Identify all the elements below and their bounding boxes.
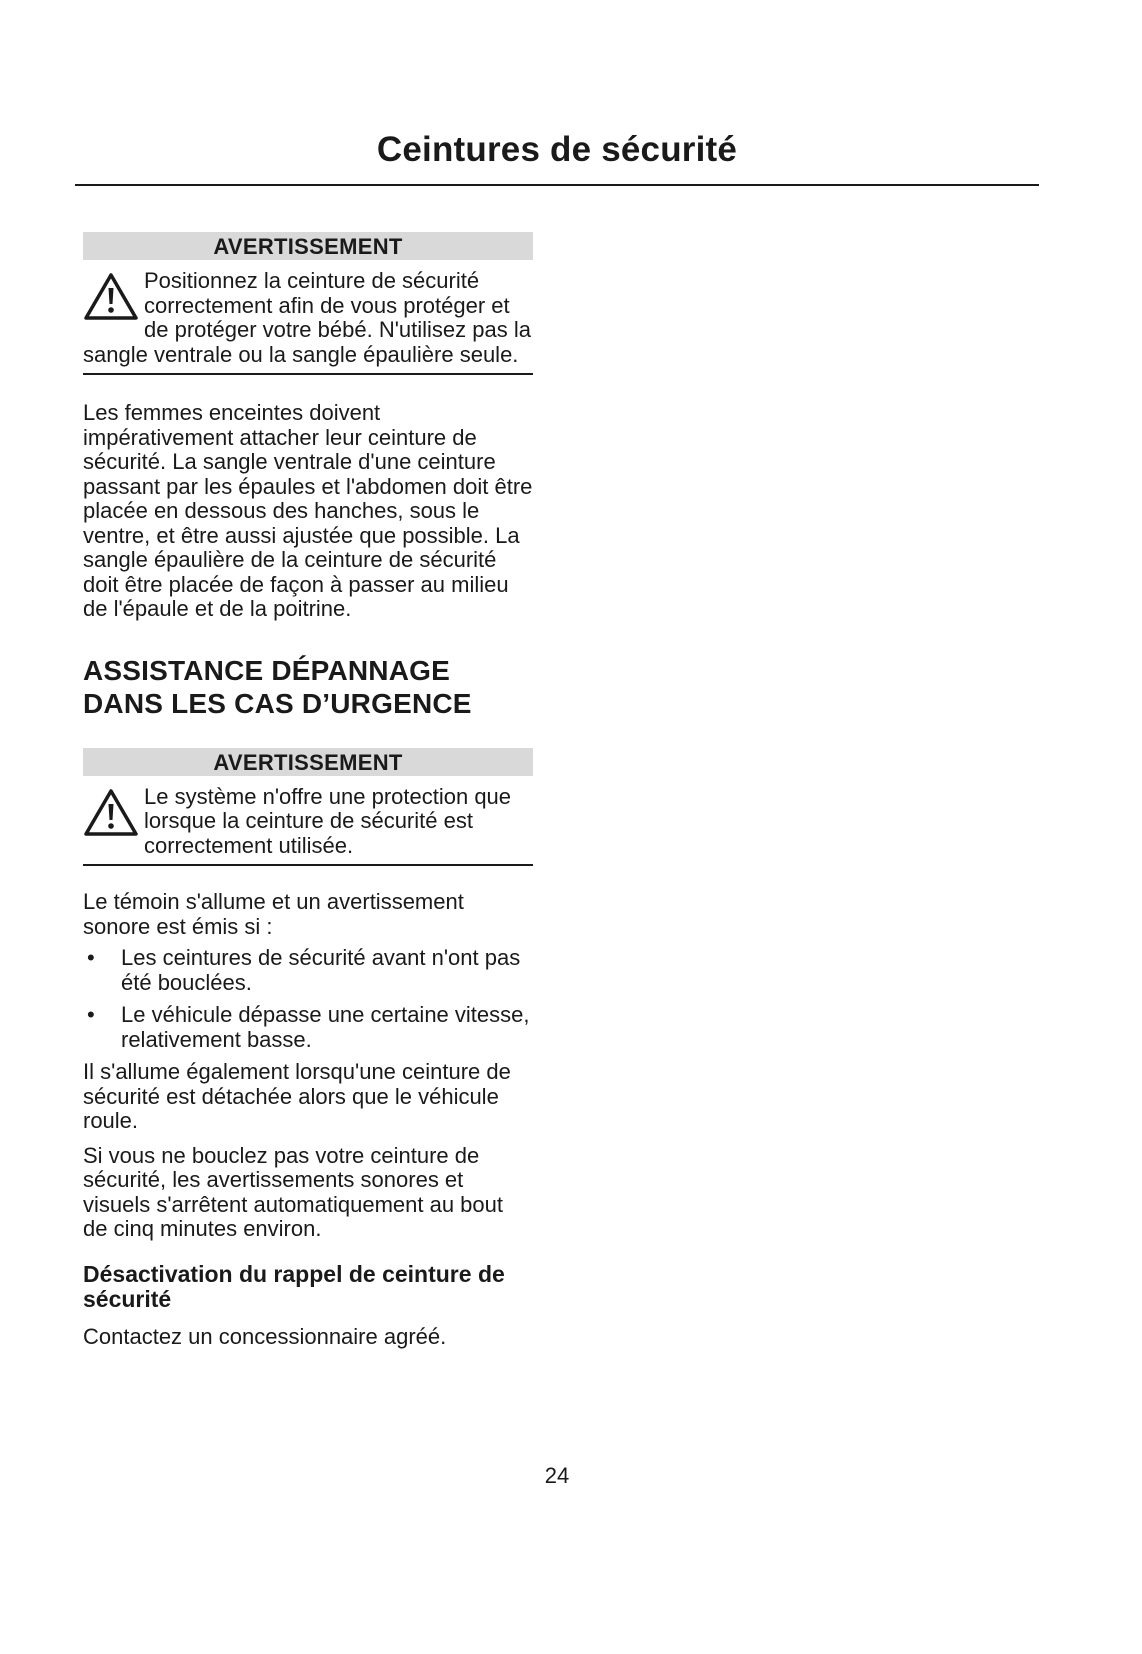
list-item-text: Le véhicule dépasse une certaine vitesse, relativement basse. bbox=[121, 1002, 530, 1052]
warning-text: Le système n'offre une protection que lorsque la ceinture de sécurité est correctement utilisée. bbox=[144, 783, 512, 858]
bullet-list bbox=[83, 946, 533, 1052]
warning-text: Positionnez la ceinture de sécurité correctement afin de vous protéger et de protéger votre bébé. N'utilisez pas la sangle ventrale ou la sangle épaulière seule. bbox=[83, 268, 531, 367]
warning-triangle-icon bbox=[83, 272, 139, 322]
content-column bbox=[83, 232, 533, 1349]
page-number: 24 bbox=[544, 1463, 570, 1488]
paragraph: Il s'allume également lorsqu'une ceinture de sécurité est détachée alors que le véhicule roule. bbox=[83, 1059, 511, 1133]
list-item-text: Les ceintures de sécurité avant n'ont pas été bouclées. bbox=[121, 945, 521, 995]
warning-triangle-icon bbox=[83, 788, 139, 838]
bullet-mark: • bbox=[87, 1002, 95, 1027]
page-header bbox=[75, 120, 1039, 186]
subsection-title: Désactivation du rappel de ceinture de sécurité bbox=[83, 1260, 505, 1312]
paragraph: Si vous ne bouclez pas votre ceinture de sécurité, les avertissements sonores et visuels s'arrêtent automatiquement au bout de cinq minutes environ. bbox=[83, 1142, 503, 1241]
warning-label: AVERTISSEMENT bbox=[83, 232, 533, 260]
section-title-line: ASSISTANCE DÉPANNAGE bbox=[83, 654, 451, 686]
warning-body bbox=[83, 260, 533, 367]
bullet-mark: • bbox=[87, 945, 95, 970]
warning-box bbox=[83, 748, 533, 867]
warning-box bbox=[83, 232, 533, 375]
list-item bbox=[83, 1003, 533, 1052]
paragraph: Les femmes enceintes doivent impérativement attacher leur ceinture de sécurité. La sangle ventrale d'une ceinture passant par les épaules et l'abdomen doit être placée en dessous des hanches, sous le ventre, et être aussi ajustée que possible. La sangle épaulière de la ceinture de sécurité doit être placée de façon à passer au milieu de l'épaule et de la poitrine. bbox=[83, 400, 533, 621]
list-item bbox=[83, 946, 533, 995]
section-title-line: DANS LES CAS D’URGENCE bbox=[83, 687, 472, 719]
page-title: Ceintures de sécurité bbox=[376, 130, 738, 169]
warning-body bbox=[83, 776, 533, 859]
paragraph: Le témoin s'allume et un avertissement sonore est émis si : bbox=[83, 889, 464, 939]
section-title bbox=[83, 654, 533, 720]
paragraph: Contactez un concessionnaire agréé. bbox=[83, 1323, 447, 1349]
warning-label: AVERTISSEMENT bbox=[83, 748, 533, 776]
